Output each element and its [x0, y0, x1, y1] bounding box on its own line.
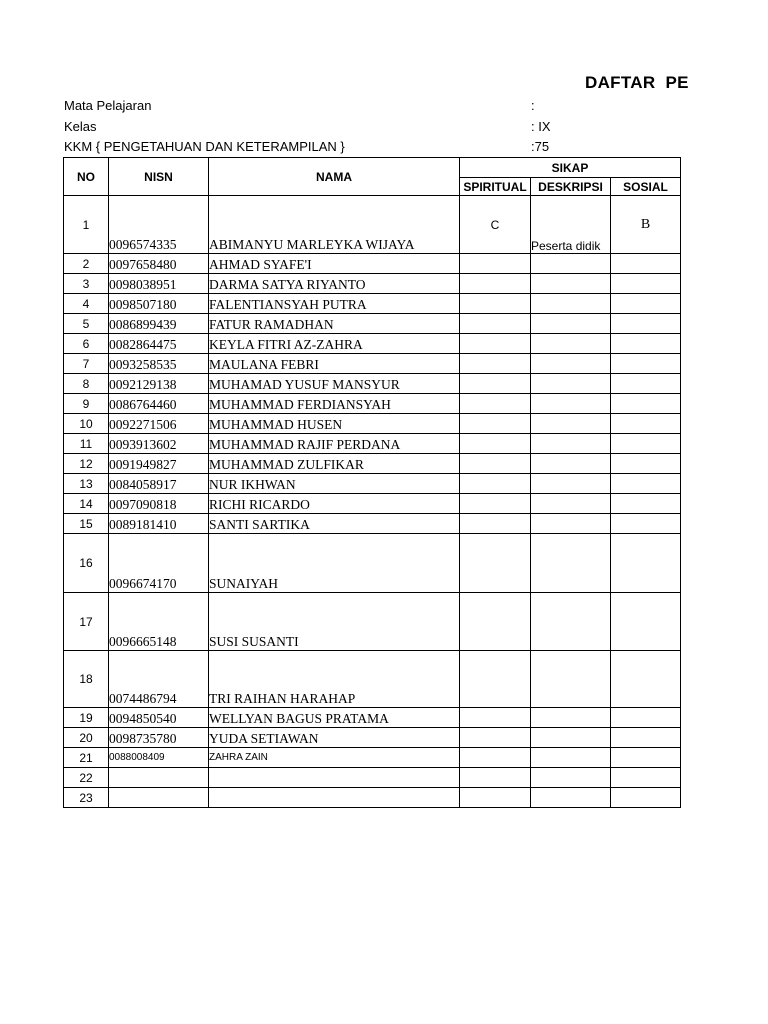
row-sosial [611, 494, 681, 514]
row-nama: FATUR RAMADHAN [209, 314, 460, 334]
row-nisn: 0098735780 [109, 728, 209, 748]
table-row [64, 651, 681, 708]
meta-label-kkm: KKM { PENGETAHUAN DAN KETERAMPILAN } [64, 139, 345, 154]
table-row [64, 294, 681, 314]
row-deskripsi [531, 788, 611, 808]
row-nisn: 0086899439 [109, 314, 209, 334]
header-spiritual: SPIRITUAL [460, 178, 531, 196]
row-spiritual [460, 274, 531, 294]
table-row [64, 274, 681, 294]
row-deskripsi [531, 254, 611, 274]
row-nama: MUHAMMAD ZULFIKAR [209, 454, 460, 474]
row-nisn [109, 768, 209, 788]
table-row [64, 768, 681, 788]
row-nisn: 0089181410 [109, 514, 209, 534]
row-nisn: 0092129138 [109, 374, 209, 394]
row-deskripsi [531, 294, 611, 314]
row-nama: YUDA SETIAWAN [209, 728, 460, 748]
row-nisn: 0092271506 [109, 414, 209, 434]
row-no: 10 [64, 414, 109, 434]
row-spiritual [460, 414, 531, 434]
row-sosial: B [611, 196, 681, 254]
table-row [64, 334, 681, 354]
row-deskripsi [531, 374, 611, 394]
row-nama: NUR IKHWAN [209, 474, 460, 494]
row-sosial [611, 788, 681, 808]
table-row [64, 593, 681, 651]
row-spiritual [460, 768, 531, 788]
row-spiritual [460, 454, 531, 474]
row-spiritual [460, 728, 531, 748]
row-deskripsi [531, 314, 611, 334]
row-no: 1 [64, 196, 109, 254]
row-deskripsi [531, 748, 611, 768]
row-nama: DARMA SATYA RIYANTO [209, 274, 460, 294]
row-spiritual [460, 354, 531, 374]
row-sosial [611, 354, 681, 374]
row-no: 16 [64, 534, 109, 593]
table-row [64, 354, 681, 374]
table-row [64, 494, 681, 514]
row-nisn: 0097658480 [109, 254, 209, 274]
row-no: 5 [64, 314, 109, 334]
row-sosial [611, 454, 681, 474]
row-no: 19 [64, 708, 109, 728]
row-nisn: 0088008409 [109, 748, 209, 768]
row-sosial [611, 274, 681, 294]
row-nama: KEYLA FITRI AZ-ZAHRA [209, 334, 460, 354]
table-row [64, 728, 681, 748]
row-nisn: 0096665148 [109, 593, 209, 651]
row-deskripsi [531, 651, 611, 708]
row-nama: MUHAMMAD HUSEN [209, 414, 460, 434]
meta-value-kkm: :75 [531, 139, 550, 154]
row-no: 3 [64, 274, 109, 294]
row-sosial [611, 374, 681, 394]
row-nisn: 0096574335 [109, 196, 209, 254]
row-no: 12 [64, 454, 109, 474]
row-nisn: 0086764460 [109, 394, 209, 414]
row-nisn: 0098507180 [109, 294, 209, 314]
row-sosial [611, 748, 681, 768]
row-no: 14 [64, 494, 109, 514]
row-no: 9 [64, 394, 109, 414]
row-sosial [611, 254, 681, 274]
row-no: 7 [64, 354, 109, 374]
row-sosial [611, 593, 681, 651]
row-sosial [611, 534, 681, 593]
row-deskripsi [531, 274, 611, 294]
row-nisn: 0097090818 [109, 494, 209, 514]
row-deskripsi [531, 414, 611, 434]
row-sosial [611, 414, 681, 434]
row-deskripsi [531, 768, 611, 788]
row-spiritual [460, 708, 531, 728]
meta-label-mata-pelajaran: Mata Pelajaran [64, 98, 152, 113]
row-no: 13 [64, 474, 109, 494]
table-row [64, 374, 681, 394]
row-spiritual [460, 748, 531, 768]
row-nisn: 0094850540 [109, 708, 209, 728]
table-row [64, 708, 681, 728]
row-sosial [611, 651, 681, 708]
meta-label-kelas: Kelas [64, 119, 97, 134]
row-no: 21 [64, 748, 109, 768]
table-row [64, 196, 681, 254]
row-nama: MUHAMMAD FERDIANSYAH [209, 394, 460, 414]
row-nama: FALENTIANSYAH PUTRA [209, 294, 460, 314]
student-table [63, 157, 681, 808]
row-no: 2 [64, 254, 109, 274]
row-sosial [611, 514, 681, 534]
row-deskripsi [531, 728, 611, 748]
row-nisn: 0074486794 [109, 651, 209, 708]
row-no: 22 [64, 768, 109, 788]
row-deskripsi [531, 334, 611, 354]
row-nama: WELLYAN BAGUS PRATAMA [209, 708, 460, 728]
row-sosial [611, 334, 681, 354]
row-sosial [611, 434, 681, 454]
row-sosial [611, 474, 681, 494]
table-row [64, 254, 681, 274]
row-nama: MUHAMMAD RAJIF PERDANA [209, 434, 460, 454]
row-nama: TRI RAIHAN HARAHAP [209, 651, 460, 708]
row-no: 11 [64, 434, 109, 454]
row-deskripsi [531, 514, 611, 534]
row-sosial [611, 768, 681, 788]
table-row [64, 454, 681, 474]
row-spiritual [460, 651, 531, 708]
row-nisn: 0093913602 [109, 434, 209, 454]
row-no: 23 [64, 788, 109, 808]
row-nama: SUSI SUSANTI [209, 593, 460, 651]
row-spiritual [460, 434, 531, 454]
row-spiritual [460, 394, 531, 414]
row-nama [209, 788, 460, 808]
table-row [64, 394, 681, 414]
meta-value-kelas: : IX [531, 119, 551, 134]
row-deskripsi [531, 494, 611, 514]
row-no: 18 [64, 651, 109, 708]
row-nama: MAULANA FEBRI [209, 354, 460, 374]
row-nama: MUHAMAD YUSUF MANSYUR [209, 374, 460, 394]
table-row [64, 474, 681, 494]
row-nisn: 0098038951 [109, 274, 209, 294]
row-deskripsi [531, 474, 611, 494]
row-spiritual [460, 788, 531, 808]
row-spiritual [460, 374, 531, 394]
table-row [64, 534, 681, 593]
row-spiritual [460, 254, 531, 274]
row-deskripsi [531, 708, 611, 728]
row-deskripsi: Peserta didik [531, 196, 611, 254]
header-sosial: SOSIAL [611, 178, 681, 196]
row-sosial [611, 708, 681, 728]
row-sosial [611, 728, 681, 748]
row-no: 15 [64, 514, 109, 534]
row-spiritual [460, 534, 531, 593]
row-nisn [109, 788, 209, 808]
meta-value-mata-pelajaran: : [531, 98, 535, 113]
row-spiritual [460, 334, 531, 354]
table-row [64, 748, 681, 768]
row-nama: ABIMANYU MARLEYKA WIJAYA [209, 196, 460, 254]
table-row [64, 314, 681, 334]
row-nisn: 0091949827 [109, 454, 209, 474]
row-deskripsi [531, 593, 611, 651]
row-nama: ZAHRA ZAIN [209, 748, 460, 768]
row-deskripsi [531, 454, 611, 474]
table-row [64, 788, 681, 808]
row-nisn: 0093258535 [109, 354, 209, 374]
table-row [64, 434, 681, 454]
header-sikap: SIKAP [460, 158, 681, 178]
row-nisn: 0082864475 [109, 334, 209, 354]
row-sosial [611, 294, 681, 314]
row-spiritual [460, 474, 531, 494]
row-spiritual [460, 494, 531, 514]
row-no: 8 [64, 374, 109, 394]
row-nama: SUNAIYAH [209, 534, 460, 593]
table-row [64, 514, 681, 534]
row-deskripsi [531, 534, 611, 593]
row-spiritual: C [460, 196, 531, 254]
header-deskripsi: DESKRIPSI [531, 178, 611, 196]
header-nama: NAMA [209, 158, 460, 196]
table-row [64, 414, 681, 434]
row-no: 17 [64, 593, 109, 651]
header-no: NO [64, 158, 109, 196]
table-body [64, 196, 681, 808]
row-nama: AHMAD SYAFE'I [209, 254, 460, 274]
row-nama: RICHI RICARDO [209, 494, 460, 514]
row-deskripsi [531, 394, 611, 414]
header-nisn: NISN [109, 158, 209, 196]
row-nama [209, 768, 460, 788]
row-nisn: 0084058917 [109, 474, 209, 494]
row-sosial [611, 394, 681, 414]
row-spiritual [460, 514, 531, 534]
row-nama: SANTI SARTIKA [209, 514, 460, 534]
row-nisn: 0096674170 [109, 534, 209, 593]
row-sosial [611, 314, 681, 334]
document-title: DAFTAR PE [585, 73, 689, 92]
row-no: 6 [64, 334, 109, 354]
row-spiritual [460, 294, 531, 314]
row-spiritual [460, 593, 531, 651]
row-no: 20 [64, 728, 109, 748]
row-no: 4 [64, 294, 109, 314]
row-spiritual [460, 314, 531, 334]
row-deskripsi [531, 354, 611, 374]
row-deskripsi [531, 434, 611, 454]
